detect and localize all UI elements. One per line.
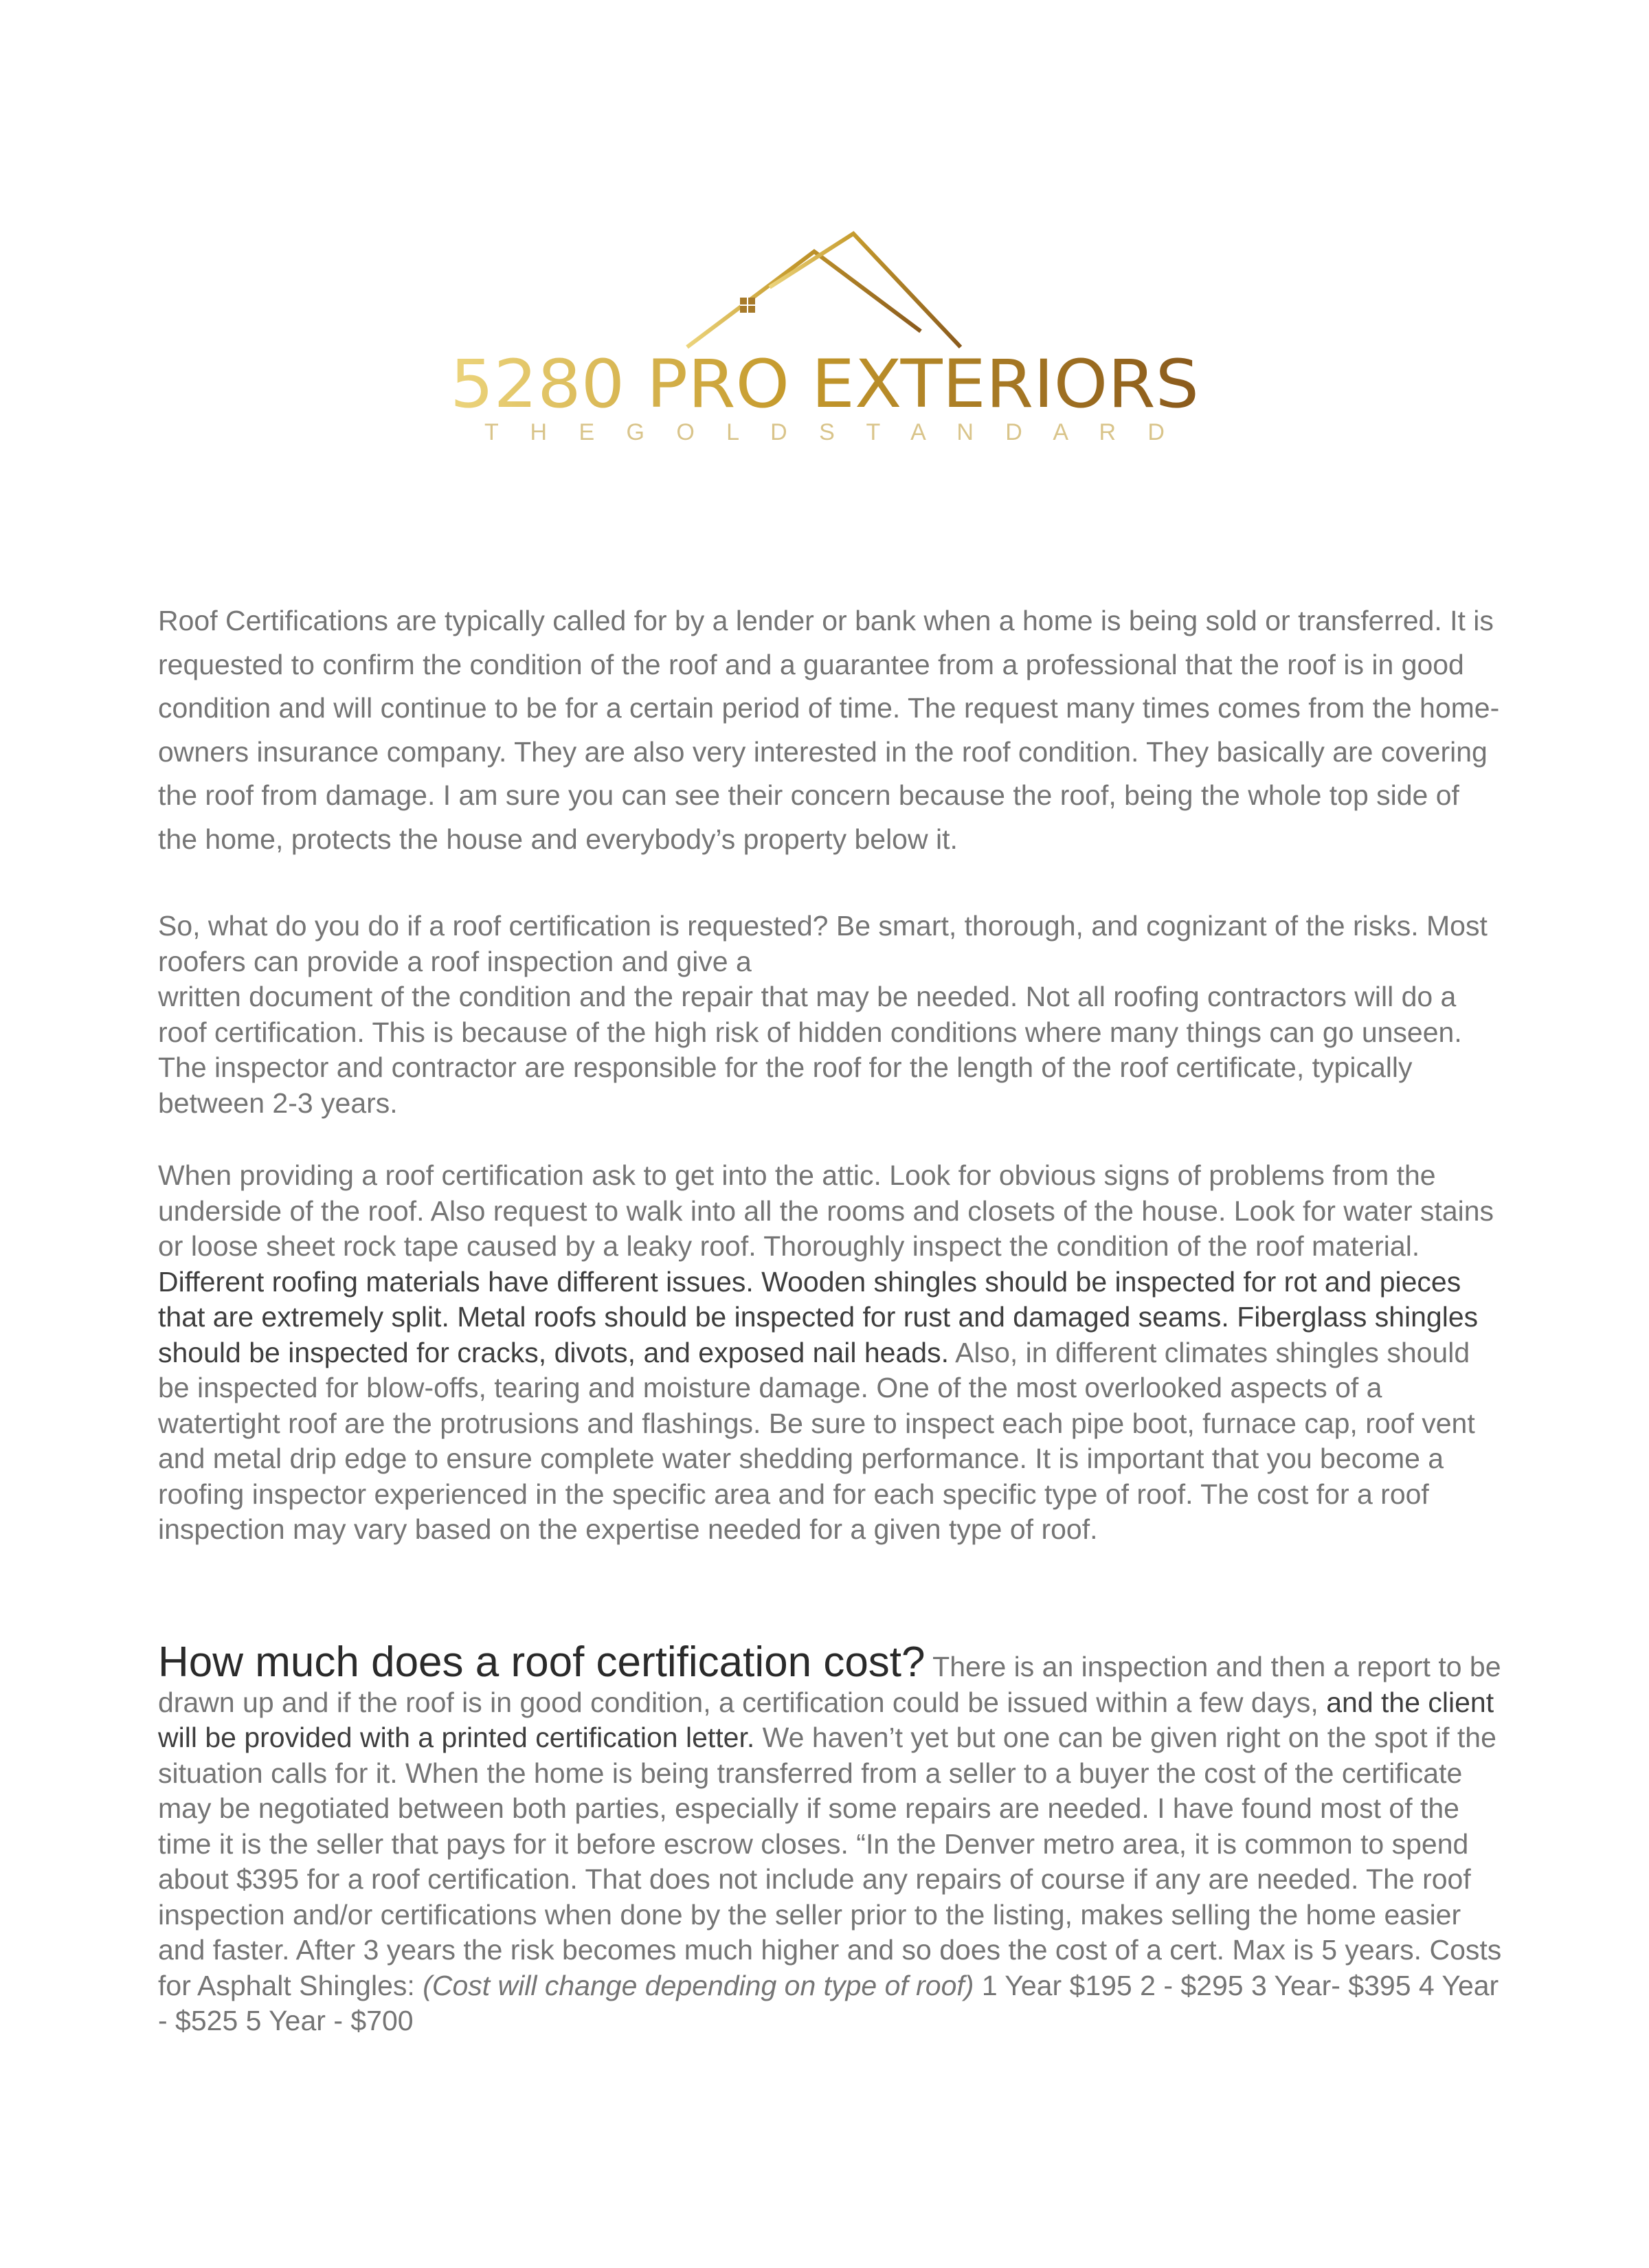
cost-section	[158, 1638, 1505, 2039]
certification-request-paragraph	[158, 909, 1505, 1121]
company-logo	[0, 227, 1649, 460]
paragraph-line: written document of the condition and the repair that may be needed. Not all roofing contractors will do a roof certification. This is because of the high risk of hidden conditions where many things can go unseen. The inspector and contractor are responsible for the roof for the length of the roof certificate, typically between 2-3 years.	[158, 981, 1462, 1119]
intro-paragraph: Roof Certifications are typically called for by a lender or bank when a home is being sold or transferred. It is requested to confirm the condition of the roof and a guarantee from a professional that the roof is in good condition and will continue to be for a certain period of time. The request many times comes from the home-owners insurance company. They are also very interested in the roof condition. They basically are covering the roof from damage. I am sure you can see their concern because the roof, being the whole top side of the home, protects the house and everybody’s property below it.	[158, 605, 1500, 855]
paragraph-line: So, what do you do if a roof certification is requested? Be smart, thorough, and cognizant of the risks. Most roofers can provide a roof inspection and give a	[158, 910, 1488, 977]
inspection-text: When providing a roof certification ask to get into the attic. Look for obvious signs of problems from the underside of the roof. Also request to walk into all the rooms and closets of the house. Look for water stains or loose sheet rock tape caused by a leaky roof. Thoroughly inspect the condition of the roof material.	[158, 1159, 1494, 1262]
inspection-text-emphasis: Different roofing materials have different issues. Wooden shingles should be inspected for rot and pieces that are extremely split. Metal roofs should be inspected for rust and damaged seams. Fiberglass shingles should be inspected for cracks, divots, and exposed nail heads.	[158, 1265, 1479, 1368]
logo-tagline: T H E G O L D S T A N D A R D	[484, 419, 1165, 445]
cost-heading: How much does a roof certification cost?	[158, 1638, 926, 1686]
house-roof-icon	[687, 234, 961, 347]
logo-wordmark: 5280 PRO EXTERIORS	[450, 346, 1199, 423]
cost-note: (Cost will change depending on type of roof)	[423, 1969, 974, 2001]
cost-text: There is an inspection and then a report to be drawn up and if the roof is in good condition, a certification could be issued within a few days,	[158, 1651, 1501, 1718]
inspection-paragraph	[158, 1158, 1505, 1548]
cost-text-emphasis: and the client will be provided with a printed certification letter.	[158, 1686, 1494, 1753]
price-list: 1 Year $195 2 - $295 3 Year- $395 4 Year - $525 5 Year - $700	[158, 1969, 1499, 2036]
inspection-text: Also, in different climates shingles should be inspected for blow-offs, tearing and moisture damage. One of the most overlooked aspects of a watertight roof are the protrusions and flashings. Be sure to inspect each pipe boot, furnace cap, roof vent and metal drip edge to ensure complete water shedding performance. It is important that you become a roofing inspector experienced in the specific area and for each specific type of roof. The cost for a roof inspection may vary based on the expertise needed for a given type of roof.	[158, 1336, 1475, 1545]
cost-text: We haven’t yet but one can be given right on the spot if the situation calls for it. When the home is being transferred from a seller to a buyer the cost of the certificate may be negotiated between both parties, especially if some repairs are needed. I have found most of the time it is the seller that pays for it before escrow closes. “In the Denver metro area, it is common to spend about $395 for a roof certification. That does not include any repairs of course if any are needed. The roof inspection and/or certifications when done by the seller prior to the listing, makes selling the home easier and faster. After 3 years the risk becomes much higher and so does the cost of a cert. Max is 5 years. Costs for Asphalt Shingles:	[158, 1722, 1502, 2001]
